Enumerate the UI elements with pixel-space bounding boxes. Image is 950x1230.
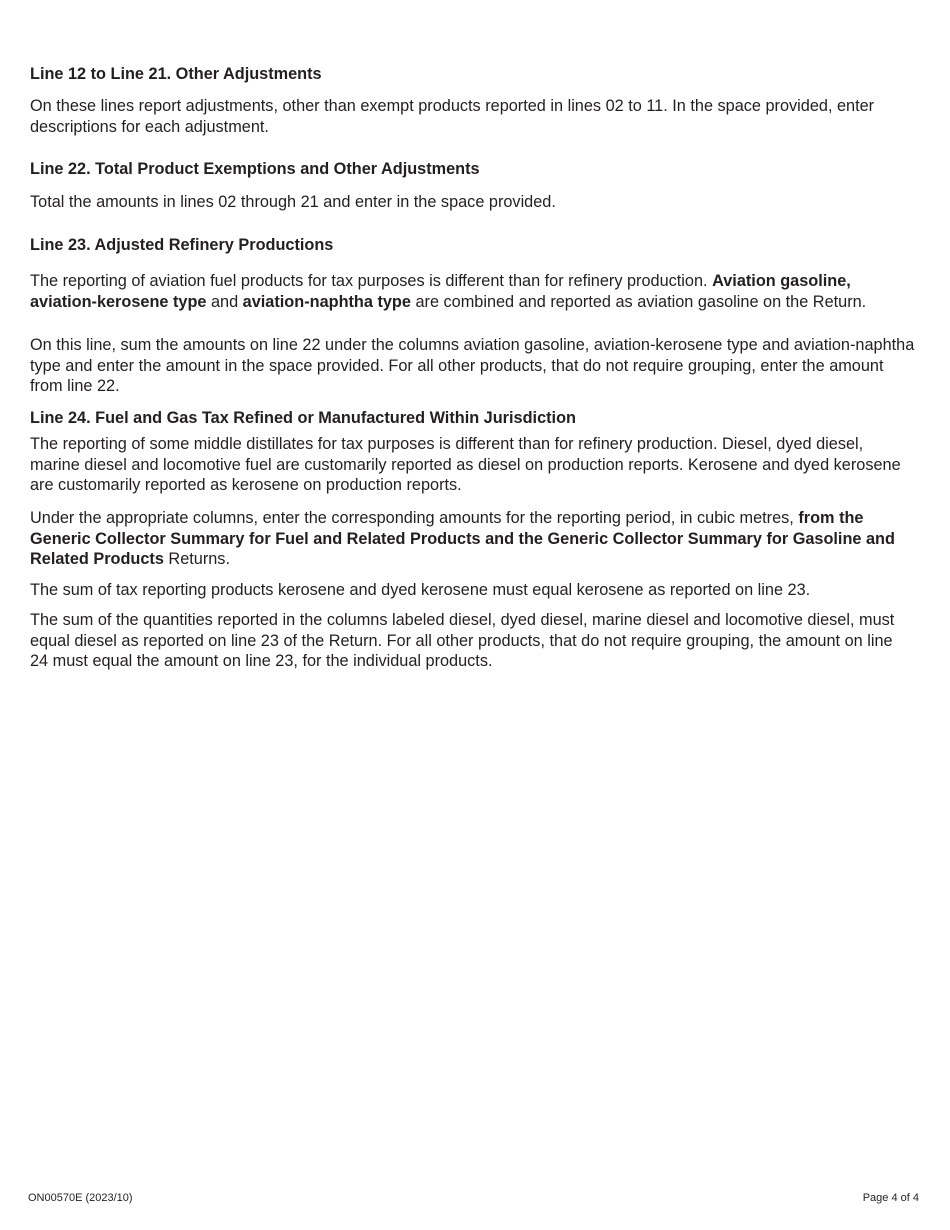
heading-other-adjustments: Line 12 to Line 21. Other Adjustments — [30, 65, 322, 83]
heading-fuel-gas-tax: Line 24. Fuel and Gas Tax Refined or Manufactured Within Jurisdiction — [30, 409, 576, 427]
paragraph-middle-distillates: The reporting of some middle distillates for tax purposes is different than for refinery production. Diesel, dyed diesel, marine diesel and locomotive fuel are customarily reported as diesel on production reports. Kerosene and dyed kerosene are customarily reported as kerosene on production reports. — [30, 435, 901, 494]
paragraph-other-adjustments: On these lines report adjustments, other than exempt products reported in lines 02 to 11. In the space provided, enter descriptions for each adjustment. — [30, 97, 875, 136]
paragraph-aviation-sum: On this line, sum the amounts on line 22 under the columns aviation gasoline, aviation-kerosene type and aviation-naphtha type and enter the amount in the space provided. For all other products, that do not require grouping, enter the amount from line 22. — [30, 336, 915, 395]
paragraph-aviation-reporting: The reporting of aviation fuel products for tax purposes is different than for refinery production. Aviation gasoline, aviation-kerosene type and aviation-naphtha type are combined and reported as aviation gasoline on the Return. — [30, 272, 867, 311]
page-number: Page 4 of 4 — [862, 1192, 919, 1204]
paragraph-total-exemptions: Total the amounts in lines 02 through 21 and enter in the space provided. — [30, 193, 556, 211]
paragraph-diesel-sum: The sum of the quantities reported in the columns labeled diesel, dyed diesel, marine diesel and locomotive diesel, must equal diesel as reported on line 23 of the Return. For all other products, that do not require grouping, the amount on line 24 must equal the amount on line 23, for the individual products. — [30, 611, 895, 670]
paragraph-appropriate-columns: Under the appropriate columns, enter the corresponding amounts for the reporting period, in cubic metres, from the Generic Collector Summary for Fuel and Related Products and the Generic Collector Summary for Gasoline and Related Products Returns. — [30, 509, 895, 568]
heading-total-exemptions: Line 22. Total Product Exemptions and Other Adjustments — [30, 160, 480, 178]
heading-adjusted-refinery: Line 23. Adjusted Refinery Productions — [30, 236, 334, 254]
paragraph-kerosene-sum: The sum of tax reporting products kerosene and dyed kerosene must equal kerosene as reported on line 23. — [30, 581, 811, 599]
form-id: ON00570E (2023/10) — [28, 1192, 133, 1204]
